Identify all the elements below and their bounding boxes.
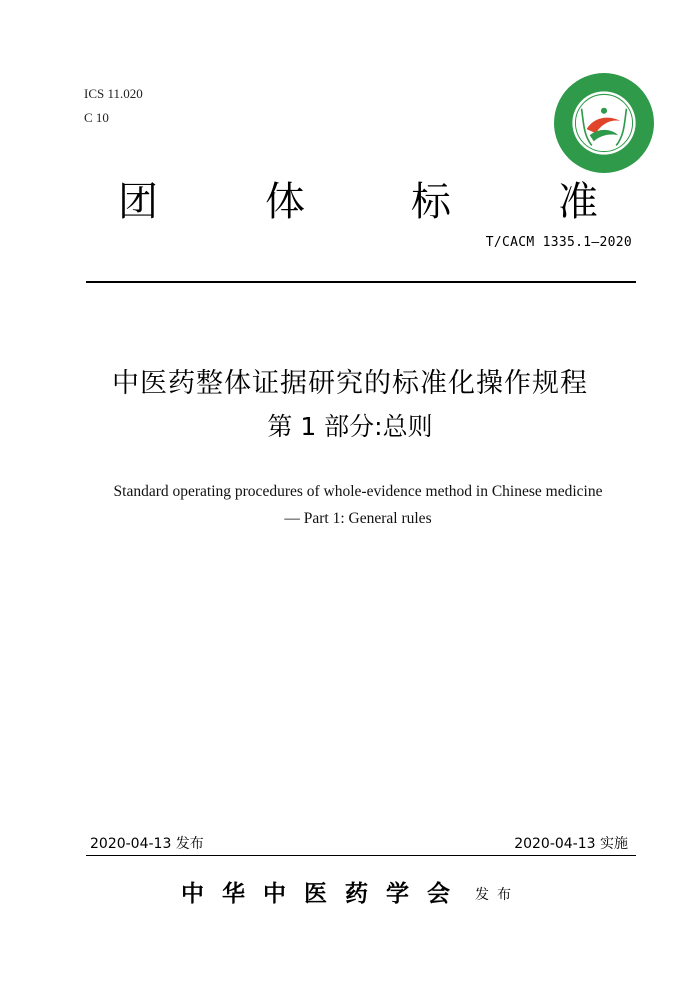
issue-date: 2020-04-13 发布: [90, 836, 204, 852]
ics-code: ICS 11.020: [84, 86, 143, 101]
document-type: [0, 170, 700, 230]
implementation-date: 2020-04-13 实施: [514, 836, 628, 852]
doc-type-char: 体: [265, 179, 305, 225]
association-logo: [553, 72, 655, 174]
doc-type-char: 团: [118, 179, 158, 225]
subtitle-chinese: 第 1 部分:总则: [267, 412, 433, 441]
header-divider: [86, 281, 636, 283]
publisher-name: 中华中医药学会: [180, 880, 468, 907]
ccs-code: C 10: [84, 110, 109, 125]
subtitle-english: — Part 1: General rules: [284, 510, 432, 527]
title-english: Standard operating procedures of whole-evidence method in Chinese medicine: [113, 483, 603, 500]
publisher: [0, 875, 700, 908]
footer-divider: [86, 855, 636, 856]
title-chinese: 中医药整体证据研究的标准化操作规程: [112, 368, 588, 399]
doc-type-char: 准: [558, 179, 598, 225]
standard-number: T/CACM 1335.1—2020: [485, 235, 632, 250]
doc-type-char: 标: [411, 179, 451, 225]
publisher-suffix: 发布: [475, 887, 520, 903]
